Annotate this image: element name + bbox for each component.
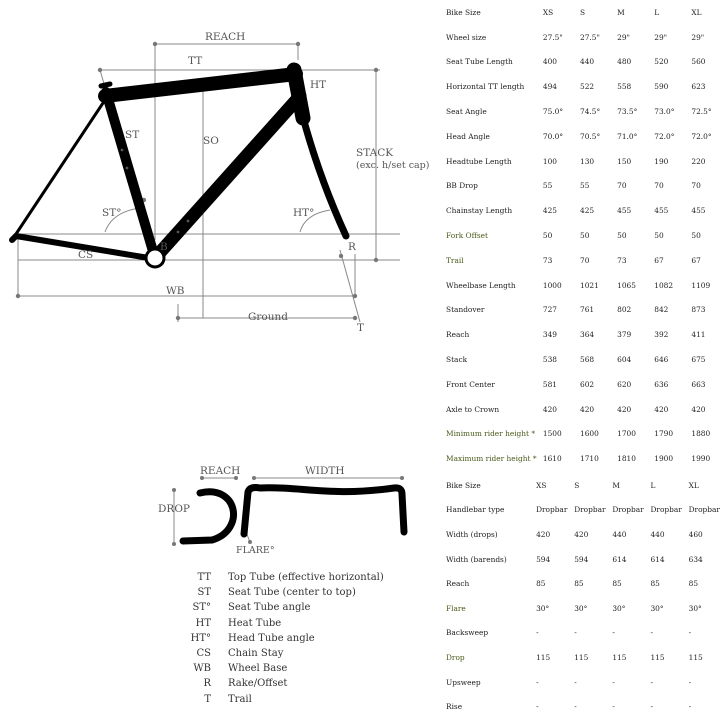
value-cell: 1990 xyxy=(691,454,711,464)
value-cell: 420 xyxy=(580,404,595,414)
value-cell: 1082 xyxy=(654,280,674,290)
legend-abbr: ST° xyxy=(192,602,211,614)
value-cell: 73.5° xyxy=(617,107,638,117)
value-cell: 1000 xyxy=(542,280,562,290)
value-cell: XS xyxy=(542,7,554,17)
value-cell: 1700 xyxy=(617,429,636,439)
value-cell: - xyxy=(536,628,539,638)
value-cell: 675 xyxy=(691,355,706,365)
value-cell: - xyxy=(574,677,577,687)
value-cell: 522 xyxy=(580,82,595,92)
value-cell: 1610 xyxy=(542,454,562,464)
value-cell: - xyxy=(688,677,692,687)
legend-row xyxy=(180,616,384,631)
cs-label: CS xyxy=(78,249,94,261)
table-row xyxy=(446,522,720,547)
table-row xyxy=(446,198,720,223)
value-cell: 71.0° xyxy=(617,131,638,141)
value-cell: 50 xyxy=(691,231,701,241)
row-label-cell: Reach xyxy=(446,579,470,589)
row-label-cell: Headtube Length xyxy=(446,156,512,166)
table-row xyxy=(446,149,720,174)
value-cell: 594 xyxy=(574,554,589,564)
value-cell: 761 xyxy=(580,305,595,315)
row-label-cell: Drop xyxy=(446,652,465,662)
table-row xyxy=(446,223,720,248)
legend-row xyxy=(180,646,384,661)
value-cell: 85 xyxy=(688,579,699,589)
ht-angle-label: HT° xyxy=(293,207,315,219)
reach-label: REACH xyxy=(205,31,246,43)
value-cell: 480 xyxy=(617,57,632,67)
value-cell: 614 xyxy=(650,554,665,564)
value-cell: 30° xyxy=(536,603,550,613)
table-row xyxy=(446,547,720,572)
value-cell: 663 xyxy=(691,379,706,389)
value-cell: 73 xyxy=(542,255,553,265)
value-cell: 620 xyxy=(617,379,632,389)
table-header-row xyxy=(446,0,720,25)
value-cell: 560 xyxy=(691,57,706,67)
value-cell: 27.5" xyxy=(580,32,600,42)
value-cell: 349 xyxy=(542,330,558,340)
legend-text: Chain Stay xyxy=(228,647,284,659)
value-cell: 100 xyxy=(542,156,558,166)
legend-abbr: CS xyxy=(196,647,211,659)
value-cell: - xyxy=(612,677,615,687)
value-cell: 558 xyxy=(617,82,632,92)
row-label-cell: Maximum rider height * xyxy=(446,454,537,464)
value-cell: - xyxy=(612,628,615,638)
value-cell: 455 xyxy=(691,206,706,216)
frame-geometry-table xyxy=(446,0,720,471)
value-cell: Dropbar xyxy=(650,505,682,515)
value-cell: 420 xyxy=(617,404,632,414)
value-cell: 636 xyxy=(654,379,669,389)
value-cell: 115 xyxy=(536,652,551,662)
value-cell: 115 xyxy=(688,652,703,662)
value-cell: 420 xyxy=(691,404,706,414)
value-cell: 1710 xyxy=(580,454,599,464)
row-label-cell: Minimum rider height * xyxy=(446,429,536,439)
bike-frame xyxy=(12,70,346,259)
legend-abbr: TT xyxy=(197,572,211,583)
row-label-cell: Horizontal TT length xyxy=(446,82,525,92)
value-cell: - xyxy=(536,702,539,712)
value-cell: 70 xyxy=(580,255,590,265)
stack-label: STACK xyxy=(356,147,394,159)
row-label-cell: Bike Size xyxy=(446,7,481,17)
value-cell: 1600 xyxy=(580,429,599,439)
value-cell: 115 xyxy=(574,652,589,662)
value-cell: 30° xyxy=(688,603,702,613)
row-label-cell: Standover xyxy=(446,305,485,315)
value-cell: - xyxy=(650,628,653,638)
table-row xyxy=(446,397,720,422)
value-cell: - xyxy=(650,677,653,687)
table-header-row xyxy=(446,473,720,498)
value-cell: 568 xyxy=(580,355,595,365)
legend-abbr: T xyxy=(204,693,211,705)
legend-row xyxy=(180,600,384,615)
value-cell: 30° xyxy=(612,603,626,613)
value-cell: 623 xyxy=(691,82,706,92)
legend-text: Head Tube angle xyxy=(228,632,315,644)
value-cell: 602 xyxy=(580,379,595,389)
legend-text: Trail xyxy=(228,693,252,705)
handlebar-reach-label: REACH xyxy=(200,465,241,477)
legend-text: Seat Tube angle xyxy=(228,602,311,614)
legend-text: Top Tube (effective horizontal) xyxy=(228,572,384,583)
value-cell: 873 xyxy=(691,305,706,315)
value-cell: 70 xyxy=(617,181,627,191)
row-label-cell: Reach xyxy=(446,330,470,340)
value-cell: 520 xyxy=(654,57,669,67)
value-cell: 440 xyxy=(650,529,665,539)
value-cell: 455 xyxy=(654,206,669,216)
value-cell: 842 xyxy=(654,305,669,315)
row-label-cell: Rise xyxy=(446,702,463,712)
value-cell: 150 xyxy=(617,156,632,166)
value-cell: 420 xyxy=(574,529,589,539)
row-label-cell: Chainstay Length xyxy=(446,206,513,216)
value-cell: 27.5" xyxy=(542,32,563,42)
table-row xyxy=(446,99,720,124)
value-cell: 72.5° xyxy=(691,107,712,117)
table-row xyxy=(446,446,720,471)
row-label-cell: Width (drops) xyxy=(446,529,498,539)
legend-row xyxy=(180,661,384,676)
value-cell: - xyxy=(574,628,577,638)
value-cell: 646 xyxy=(654,355,669,365)
value-cell: 70.0° xyxy=(542,131,564,141)
wb-label: WB xyxy=(166,285,185,297)
value-cell: 115 xyxy=(612,652,627,662)
table-row xyxy=(446,124,720,149)
row-label-cell: Wheel size xyxy=(446,32,487,42)
value-cell: 50 xyxy=(617,231,627,241)
value-cell: 70 xyxy=(654,181,664,191)
value-cell: 411 xyxy=(691,330,706,340)
value-cell: 1109 xyxy=(691,280,711,290)
table-row xyxy=(446,174,720,199)
legend-text: Seat Tube (center to top) xyxy=(228,587,356,599)
legend-row xyxy=(180,631,384,646)
st-angle-label: ST° xyxy=(102,207,122,219)
value-cell: 455 xyxy=(617,206,632,216)
value-cell: 70 xyxy=(691,181,701,191)
value-cell: 420 xyxy=(654,404,669,414)
handlebar-drop-label: DROP xyxy=(158,503,190,515)
so-label: SO xyxy=(203,135,219,147)
table-row xyxy=(446,298,720,323)
legend-abbr: WB xyxy=(193,663,211,675)
value-cell: 1790 xyxy=(654,429,674,439)
table-row xyxy=(446,347,720,372)
legend-text: Wheel Base xyxy=(228,663,288,675)
row-label-cell: Handlebar type xyxy=(446,505,505,515)
value-cell: XL xyxy=(691,7,702,17)
handlebar-geometry-table xyxy=(446,473,720,719)
table-row xyxy=(446,670,720,695)
legend-text: Rake/Offset xyxy=(228,678,288,690)
value-cell: - xyxy=(650,702,653,712)
row-label-cell: Wheelbase Length xyxy=(446,280,516,290)
handlebar-flare-label: FLARE° xyxy=(236,545,275,556)
tt-label: TT xyxy=(188,55,203,67)
table-row xyxy=(446,694,720,719)
value-cell: 379 xyxy=(617,330,632,340)
table-row xyxy=(446,273,720,298)
legend-row xyxy=(180,570,384,585)
value-cell: 190 xyxy=(654,156,669,166)
value-cell: 1065 xyxy=(617,280,636,290)
value-cell: 30° xyxy=(650,603,664,613)
value-cell: 590 xyxy=(654,82,669,92)
value-cell: 75.0° xyxy=(542,107,564,117)
value-cell: 440 xyxy=(612,529,627,539)
table-row xyxy=(446,322,720,347)
value-cell: 67 xyxy=(654,255,664,265)
table-row xyxy=(446,596,720,621)
value-cell: 85 xyxy=(574,579,584,589)
table-row xyxy=(446,571,720,596)
value-cell: M xyxy=(612,480,620,490)
b-label: B xyxy=(160,241,168,253)
value-cell: S xyxy=(574,480,580,490)
value-cell: - xyxy=(574,702,577,712)
row-label-cell: Fork Offset xyxy=(446,231,488,241)
handlebar-side-profile xyxy=(183,492,234,541)
value-cell: 802 xyxy=(617,305,632,315)
value-cell: 70.5° xyxy=(580,131,601,141)
value-cell: 72.0° xyxy=(691,131,712,141)
row-label-cell: Head Angle xyxy=(446,131,490,141)
ht-label: HT xyxy=(310,79,327,91)
table-row xyxy=(446,50,720,75)
row-label-cell: Stack xyxy=(446,355,468,365)
row-label-cell: Flare xyxy=(446,603,466,613)
value-cell: - xyxy=(688,628,692,638)
value-cell: - xyxy=(536,677,539,687)
value-cell: 425 xyxy=(580,206,595,216)
row-label-cell: Bike Size xyxy=(446,480,481,490)
row-label-cell: Trail xyxy=(446,255,464,265)
table-row xyxy=(446,498,720,523)
value-cell: 30° xyxy=(574,603,588,613)
value-cell: 614 xyxy=(612,554,627,564)
row-label-cell: Width (barends) xyxy=(446,554,507,564)
legend-row xyxy=(180,676,384,691)
value-cell: S xyxy=(580,7,586,17)
value-cell: Dropbar xyxy=(536,505,568,515)
value-cell: 50 xyxy=(542,231,553,241)
row-label-cell: BB Drop xyxy=(446,181,478,191)
row-label-cell: Axle to Crown xyxy=(446,404,500,414)
value-cell: 594 xyxy=(536,554,551,564)
value-cell: 55 xyxy=(542,181,553,191)
value-cell: 634 xyxy=(688,554,703,564)
value-cell: 72.0° xyxy=(654,131,675,141)
value-cell: 67 xyxy=(691,255,701,265)
legend-abbr: HT° xyxy=(190,632,211,644)
value-cell: 85 xyxy=(650,579,660,589)
table-row xyxy=(446,621,720,646)
legend-abbr: R xyxy=(203,678,211,690)
value-cell: 604 xyxy=(617,355,632,365)
abbreviation-legend xyxy=(180,570,384,707)
table-row xyxy=(446,25,720,50)
value-cell: L xyxy=(650,480,656,490)
value-cell: 29" xyxy=(691,32,705,42)
value-cell: Dropbar xyxy=(612,505,644,515)
row-label-cell: Upsweep xyxy=(446,677,481,687)
st-label: ST xyxy=(125,129,140,141)
value-cell: 50 xyxy=(580,231,590,241)
value-cell: 130 xyxy=(580,156,595,166)
table-row xyxy=(446,248,720,273)
r-label: R xyxy=(348,241,356,253)
row-label-cell: Backsweep xyxy=(446,628,489,638)
value-cell: 400 xyxy=(542,57,558,67)
value-cell: 364 xyxy=(580,330,595,340)
value-cell: 420 xyxy=(536,529,551,539)
value-cell: - xyxy=(612,702,615,712)
value-cell: 1900 xyxy=(654,454,674,464)
legend-row xyxy=(180,692,384,707)
row-label-cell: Front Center xyxy=(446,379,495,389)
value-cell: 420 xyxy=(542,404,558,414)
value-cell: 425 xyxy=(542,206,558,216)
value-cell: 1880 xyxy=(691,429,711,439)
value-cell: 727 xyxy=(542,305,558,315)
table-row xyxy=(446,372,720,397)
value-cell: 581 xyxy=(542,379,558,389)
value-cell: 50 xyxy=(654,231,664,241)
value-cell: 392 xyxy=(654,330,669,340)
value-cell: Dropbar xyxy=(688,505,720,515)
row-label-cell: Seat Angle xyxy=(446,107,487,117)
value-cell: 440 xyxy=(580,57,595,67)
t-label: T xyxy=(357,322,365,334)
value-cell: 494 xyxy=(542,82,558,92)
handlebar-front-profile xyxy=(244,488,404,535)
value-cell: 538 xyxy=(542,355,558,365)
value-cell: 85 xyxy=(612,579,622,589)
value-cell: 85 xyxy=(536,579,546,589)
value-cell: 74.5° xyxy=(580,107,601,117)
value-cell: 73 xyxy=(617,255,627,265)
value-cell: XL xyxy=(688,480,699,490)
value-cell: M xyxy=(617,7,625,17)
legend-text: Heat Tube xyxy=(228,617,282,629)
value-cell: L xyxy=(654,7,660,17)
legend-abbr: ST xyxy=(197,587,211,599)
table-row xyxy=(446,645,720,670)
value-cell: 115 xyxy=(650,652,665,662)
legend-row xyxy=(180,585,384,600)
value-cell: 1021 xyxy=(580,280,599,290)
table-row xyxy=(446,422,720,447)
ground-label: Ground xyxy=(248,311,288,323)
handlebar-width-label: WIDTH xyxy=(305,465,345,477)
value-cell: Dropbar xyxy=(574,505,606,515)
stack-note: (exc. h/set cap) xyxy=(356,160,430,171)
value-cell: XS xyxy=(536,480,547,490)
row-label-cell: Seat Tube Length xyxy=(446,57,513,67)
legend-abbr: HT xyxy=(195,617,211,629)
value-cell: 1500 xyxy=(542,429,562,439)
table-row xyxy=(446,74,720,99)
value-cell: 1810 xyxy=(617,454,636,464)
value-cell: 460 xyxy=(688,529,703,539)
value-cell: 73.0° xyxy=(654,107,675,117)
value-cell: 29" xyxy=(617,32,630,42)
value-cell: 55 xyxy=(580,181,590,191)
value-cell: 29" xyxy=(654,32,668,42)
value-cell: - xyxy=(688,702,692,712)
value-cell: 220 xyxy=(691,156,706,166)
